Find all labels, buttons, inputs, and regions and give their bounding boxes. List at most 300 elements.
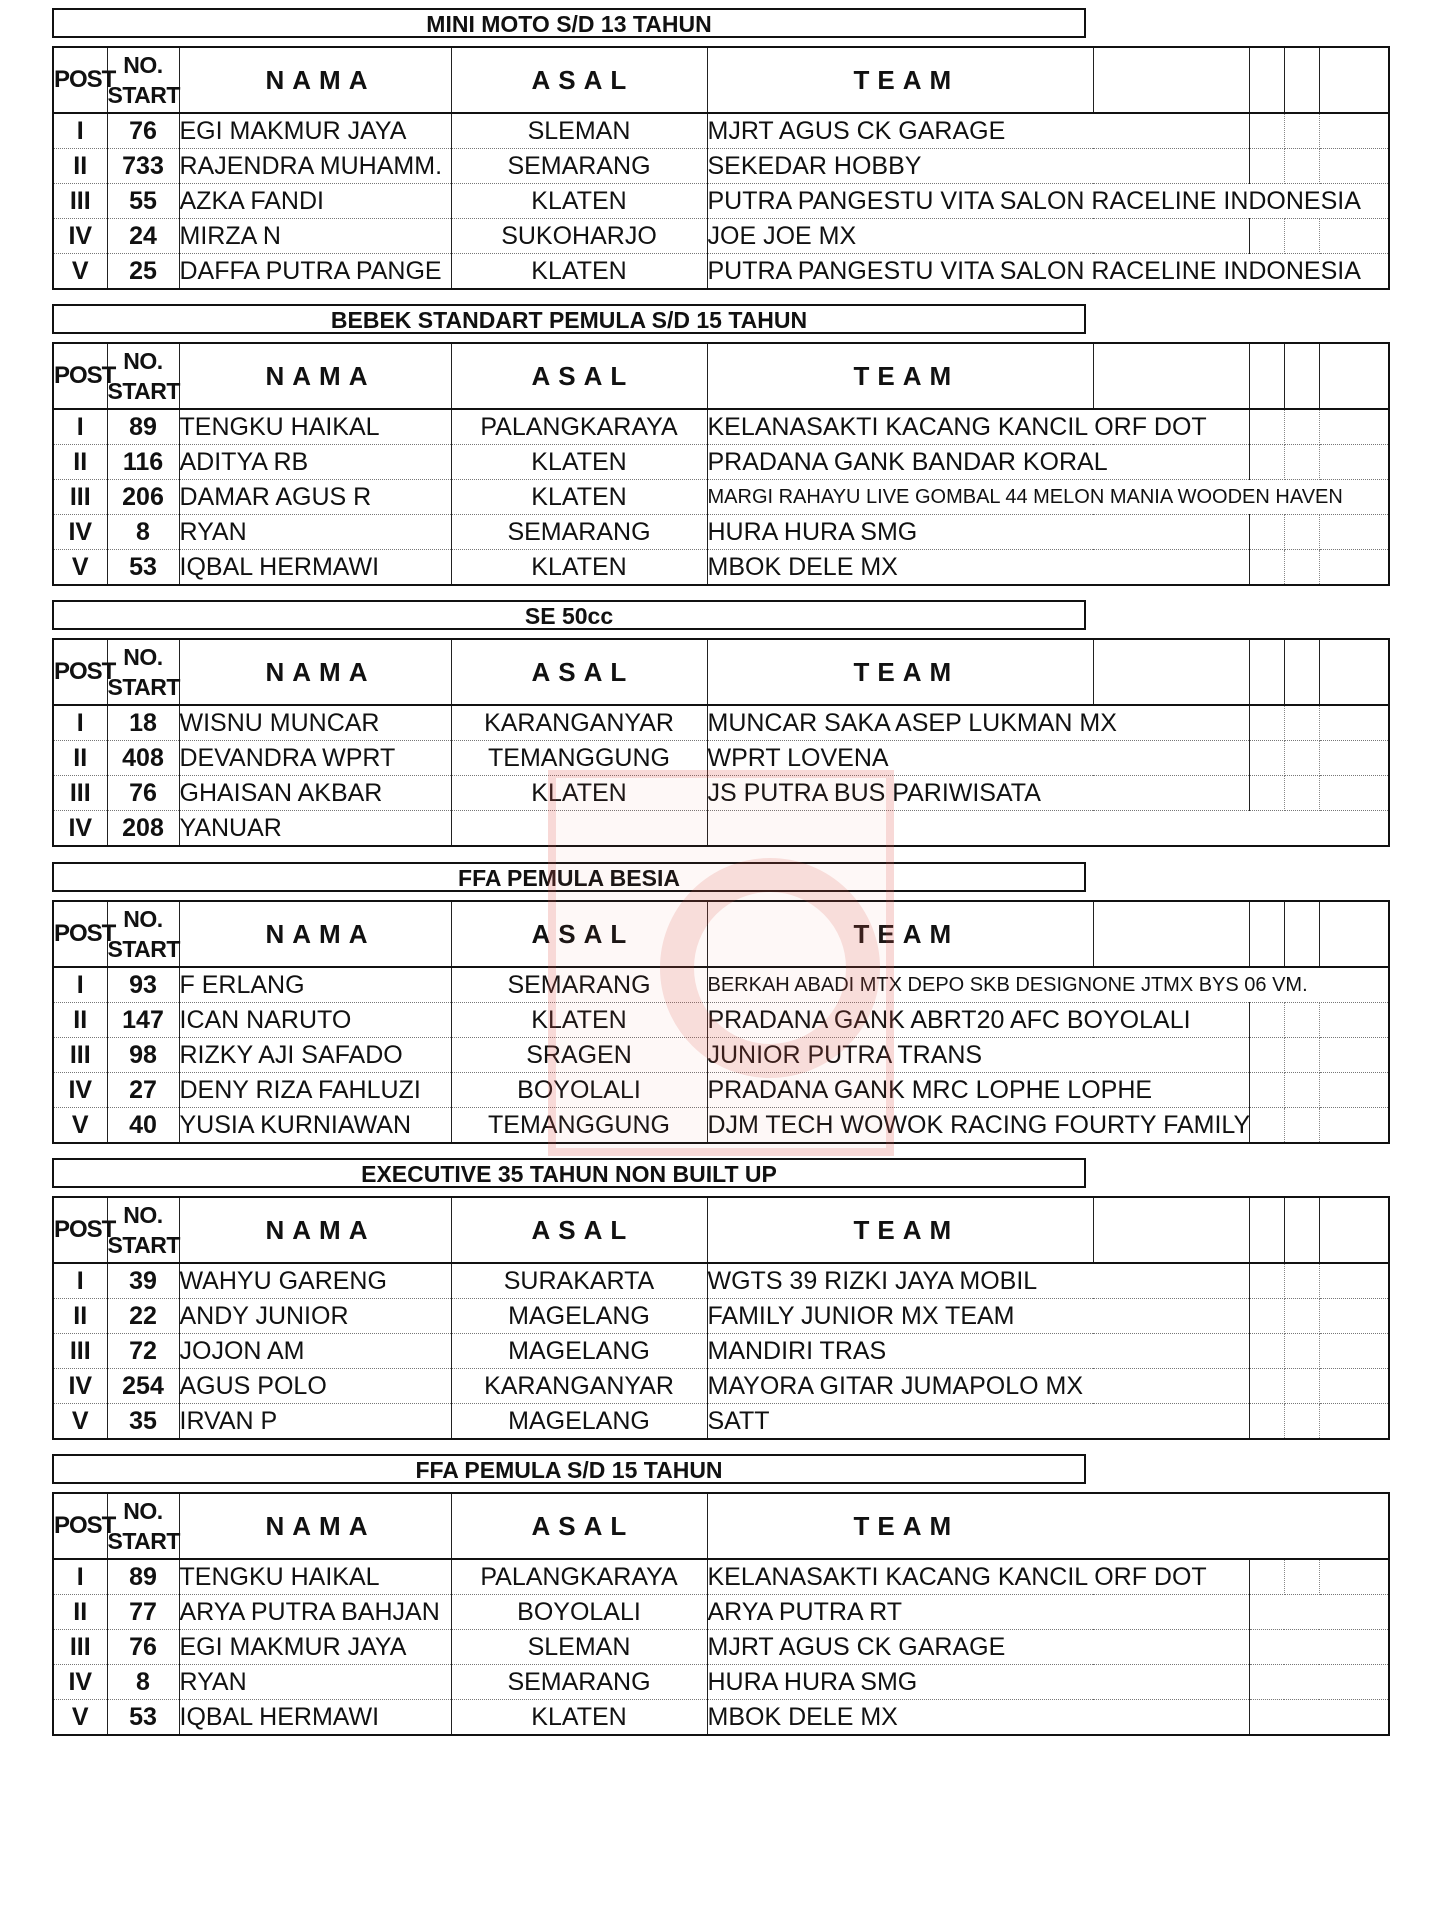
row-nama: ICAN NARUTO bbox=[179, 1003, 451, 1038]
class-title: MINI MOTO S/D 13 TAHUN bbox=[52, 8, 1086, 38]
header-asal: ASAL bbox=[451, 1197, 707, 1263]
row-no-start: 76 bbox=[107, 1630, 179, 1665]
row-nama: EGI MAKMUR JAYA bbox=[179, 1630, 451, 1665]
row-team: PUTRA PANGESTU VITA SALON RACELINE INDONESIA bbox=[707, 254, 1389, 290]
row-asal: PALANGKARAYA bbox=[451, 409, 707, 445]
header-no-line2: START bbox=[107, 82, 180, 108]
row-pos: IV bbox=[53, 1073, 107, 1108]
row-nama: RAJENDRA MUHAMM. bbox=[179, 149, 451, 184]
header-asal: ASAL bbox=[451, 47, 707, 113]
header-no-start bbox=[107, 1197, 179, 1263]
table-row bbox=[53, 741, 1389, 776]
row-no-start: 35 bbox=[107, 1404, 179, 1440]
row-empty bbox=[1284, 409, 1319, 445]
header-empty bbox=[1249, 901, 1284, 967]
row-nama: IQBAL HERMAWI bbox=[179, 1700, 451, 1736]
row-no-start: 147 bbox=[107, 1003, 179, 1038]
table-row bbox=[53, 1700, 1389, 1736]
row-team: MARGI RAHAYU LIVE GOMBAL 44 MELON MANIA WOODEN HAVEN bbox=[707, 480, 1389, 515]
table-row bbox=[53, 550, 1389, 586]
row-asal: BOYOLALI bbox=[451, 1595, 707, 1630]
row-asal: SUKOHARJO bbox=[451, 219, 707, 254]
row-no-start: 25 bbox=[107, 254, 179, 290]
table-row bbox=[53, 445, 1389, 480]
row-nama: RIZKY AJI SAFADO bbox=[179, 1038, 451, 1073]
row-nama: ADITYA RB bbox=[179, 445, 451, 480]
row-nama: ARYA PUTRA BAHJAN bbox=[179, 1595, 451, 1630]
row-empty bbox=[1249, 1630, 1389, 1665]
row-empty bbox=[1284, 1404, 1319, 1440]
header-no-start bbox=[107, 47, 179, 113]
row-empty bbox=[1284, 219, 1319, 254]
header-row bbox=[53, 47, 1389, 113]
header-no-start bbox=[107, 639, 179, 705]
row-empty bbox=[1249, 1595, 1389, 1630]
row-pos: I bbox=[53, 1559, 107, 1595]
row-asal: SEMARANG bbox=[451, 149, 707, 184]
row-empty bbox=[1249, 1700, 1389, 1736]
header-empty bbox=[1319, 1197, 1389, 1263]
header-row bbox=[53, 639, 1389, 705]
row-no-start: 72 bbox=[107, 1334, 179, 1369]
header-team: TEAM bbox=[707, 1197, 1093, 1263]
row-team: WGTS 39 RIZKI JAYA MOBIL bbox=[707, 1263, 1249, 1299]
row-asal: TEMANGGUNG bbox=[451, 741, 707, 776]
header-empty bbox=[1319, 47, 1389, 113]
row-nama: AGUS POLO bbox=[179, 1369, 451, 1404]
header-team: TEAM bbox=[707, 1493, 1389, 1559]
header-empty bbox=[1249, 1197, 1284, 1263]
table-row bbox=[53, 1299, 1389, 1334]
table-row bbox=[53, 1108, 1389, 1144]
row-empty bbox=[1249, 149, 1284, 184]
header-row bbox=[53, 343, 1389, 409]
row-pos: I bbox=[53, 409, 107, 445]
row-nama: WISNU MUNCAR bbox=[179, 705, 451, 741]
table-row bbox=[53, 1073, 1389, 1108]
row-no-start: 22 bbox=[107, 1299, 179, 1334]
row-no-start: 116 bbox=[107, 445, 179, 480]
row-pos: IV bbox=[53, 515, 107, 550]
row-nama: TENGKU HAIKAL bbox=[179, 409, 451, 445]
header-empty bbox=[1249, 639, 1284, 705]
row-empty bbox=[1249, 219, 1284, 254]
row-nama: MIRZA N bbox=[179, 219, 451, 254]
row-team: SATT bbox=[707, 1404, 1249, 1440]
row-team: HURA HURA SMG bbox=[707, 515, 1249, 550]
row-pos: V bbox=[53, 1700, 107, 1736]
row-empty bbox=[1284, 1108, 1319, 1144]
row-team: FAMILY JUNIOR MX TEAM bbox=[707, 1299, 1249, 1334]
row-no-start: 8 bbox=[107, 1665, 179, 1700]
row-no-start: 24 bbox=[107, 219, 179, 254]
table-row bbox=[53, 705, 1389, 741]
row-nama: IRVAN P bbox=[179, 1404, 451, 1440]
row-empty bbox=[1284, 1073, 1319, 1108]
row-team: ARYA PUTRA RT bbox=[707, 1595, 1249, 1630]
table-row bbox=[53, 811, 1389, 847]
results-table bbox=[52, 342, 1390, 586]
row-empty bbox=[1319, 1559, 1389, 1595]
header-no-start bbox=[107, 1493, 179, 1559]
row-team: PUTRA PANGESTU VITA SALON RACELINE INDONESIA bbox=[707, 184, 1389, 219]
header-row bbox=[53, 1493, 1389, 1559]
header-empty bbox=[1319, 901, 1389, 967]
row-asal: SLEMAN bbox=[451, 1630, 707, 1665]
row-empty bbox=[1284, 1299, 1319, 1334]
table-row bbox=[53, 515, 1389, 550]
row-asal: KLATEN bbox=[451, 445, 707, 480]
header-pos: POST bbox=[53, 47, 107, 113]
row-empty bbox=[1319, 776, 1389, 811]
header-no-line1: NO. bbox=[123, 348, 163, 374]
header-empty bbox=[1284, 47, 1319, 113]
row-empty bbox=[1249, 1073, 1284, 1108]
row-empty bbox=[1284, 776, 1319, 811]
header-no-line2: START bbox=[107, 1232, 180, 1258]
row-empty bbox=[1319, 1263, 1389, 1299]
header-no-line1: NO. bbox=[123, 644, 163, 670]
header-row bbox=[53, 1197, 1389, 1263]
row-asal: KLATEN bbox=[451, 480, 707, 515]
table-row bbox=[53, 1595, 1389, 1630]
row-empty bbox=[1319, 1073, 1389, 1108]
row-team bbox=[707, 811, 1389, 847]
row-empty bbox=[1284, 550, 1319, 586]
row-team: JUNIOR PUTRA TRANS bbox=[707, 1038, 1249, 1073]
header-asal: ASAL bbox=[451, 639, 707, 705]
row-pos: II bbox=[53, 445, 107, 480]
row-asal bbox=[451, 811, 707, 847]
row-empty bbox=[1284, 1369, 1319, 1404]
row-no-start: 53 bbox=[107, 1700, 179, 1736]
row-pos: I bbox=[53, 1263, 107, 1299]
table-row bbox=[53, 967, 1389, 1003]
row-asal: KLATEN bbox=[451, 184, 707, 219]
row-empty bbox=[1284, 741, 1319, 776]
row-empty bbox=[1249, 113, 1284, 149]
class-title: SE 50cc bbox=[52, 600, 1086, 630]
row-no-start: 93 bbox=[107, 967, 179, 1003]
row-no-start: 408 bbox=[107, 741, 179, 776]
row-empty bbox=[1249, 741, 1284, 776]
row-asal: SLEMAN bbox=[451, 113, 707, 149]
header-row bbox=[53, 901, 1389, 967]
results-table bbox=[52, 1196, 1390, 1440]
row-no-start: 208 bbox=[107, 811, 179, 847]
class-title: FFA PEMULA BESIA bbox=[52, 862, 1086, 892]
row-empty bbox=[1249, 1263, 1284, 1299]
row-pos: II bbox=[53, 1003, 107, 1038]
row-empty bbox=[1249, 445, 1284, 480]
table-row bbox=[53, 1630, 1389, 1665]
row-empty bbox=[1319, 1108, 1389, 1144]
row-asal: PALANGKARAYA bbox=[451, 1559, 707, 1595]
header-no-line1: NO. bbox=[123, 1498, 163, 1524]
row-empty bbox=[1249, 1038, 1284, 1073]
row-no-start: 89 bbox=[107, 1559, 179, 1595]
row-pos: II bbox=[53, 741, 107, 776]
row-no-start: 27 bbox=[107, 1073, 179, 1108]
row-nama: ANDY JUNIOR bbox=[179, 1299, 451, 1334]
row-no-start: 77 bbox=[107, 1595, 179, 1630]
header-no-line1: NO. bbox=[123, 906, 163, 932]
header-pos: POST bbox=[53, 343, 107, 409]
row-team: HURA HURA SMG bbox=[707, 1665, 1249, 1700]
table-row bbox=[53, 1038, 1389, 1073]
header-team: TEAM bbox=[707, 639, 1093, 705]
row-team: MBOK DELE MX bbox=[707, 1700, 1249, 1736]
row-pos: III bbox=[53, 1038, 107, 1073]
row-asal: TEMANGGUNG bbox=[451, 1108, 707, 1144]
row-nama: TENGKU HAIKAL bbox=[179, 1559, 451, 1595]
class-title: BEBEK STANDART PEMULA S/D 15 TAHUN bbox=[52, 304, 1086, 334]
row-nama: RYAN bbox=[179, 515, 451, 550]
header-empty bbox=[1284, 901, 1319, 967]
row-empty bbox=[1319, 1299, 1389, 1334]
table-row bbox=[53, 1369, 1389, 1404]
row-empty bbox=[1284, 113, 1319, 149]
row-nama: JOJON AM bbox=[179, 1334, 451, 1369]
row-no-start: 40 bbox=[107, 1108, 179, 1144]
row-empty bbox=[1284, 515, 1319, 550]
table-row bbox=[53, 149, 1389, 184]
header-nama: NAMA bbox=[179, 1493, 451, 1559]
row-team: SEKEDAR HOBBY bbox=[707, 149, 1249, 184]
row-asal: SURAKARTA bbox=[451, 1263, 707, 1299]
row-empty bbox=[1319, 1038, 1389, 1073]
row-empty bbox=[1249, 409, 1284, 445]
header-empty bbox=[1249, 47, 1284, 113]
table-row bbox=[53, 1263, 1389, 1299]
row-empty bbox=[1284, 1334, 1319, 1369]
header-nama: NAMA bbox=[179, 1197, 451, 1263]
row-asal: MAGELANG bbox=[451, 1404, 707, 1440]
row-empty bbox=[1319, 515, 1389, 550]
row-empty bbox=[1319, 1003, 1389, 1038]
row-no-start: 53 bbox=[107, 550, 179, 586]
row-empty bbox=[1249, 1003, 1284, 1038]
header-pos: POST bbox=[53, 1493, 107, 1559]
row-team: MBOK DELE MX bbox=[707, 550, 1249, 586]
row-empty bbox=[1249, 1404, 1284, 1440]
row-pos: IV bbox=[53, 1369, 107, 1404]
header-asal: ASAL bbox=[451, 1493, 707, 1559]
row-nama: YANUAR bbox=[179, 811, 451, 847]
header-empty bbox=[1319, 639, 1389, 705]
header-empty bbox=[1093, 47, 1249, 113]
class-title: FFA PEMULA S/D 15 TAHUN bbox=[52, 1454, 1086, 1484]
header-pos: POST bbox=[53, 901, 107, 967]
results-table bbox=[52, 1492, 1390, 1736]
row-pos: I bbox=[53, 113, 107, 149]
header-empty bbox=[1093, 343, 1249, 409]
table-row bbox=[53, 1665, 1389, 1700]
row-empty bbox=[1319, 741, 1389, 776]
table-row bbox=[53, 219, 1389, 254]
header-empty bbox=[1093, 639, 1249, 705]
row-empty bbox=[1284, 445, 1319, 480]
table-row bbox=[53, 184, 1389, 219]
row-pos: III bbox=[53, 776, 107, 811]
row-asal: MAGELANG bbox=[451, 1299, 707, 1334]
row-pos: IV bbox=[53, 219, 107, 254]
header-team: TEAM bbox=[707, 901, 1093, 967]
row-team: JOE JOE MX bbox=[707, 219, 1249, 254]
row-asal: BOYOLALI bbox=[451, 1073, 707, 1108]
header-empty bbox=[1093, 1197, 1249, 1263]
row-pos: III bbox=[53, 480, 107, 515]
header-asal: ASAL bbox=[451, 901, 707, 967]
row-empty bbox=[1249, 515, 1284, 550]
row-asal: SEMARANG bbox=[451, 1665, 707, 1700]
header-no-start bbox=[107, 343, 179, 409]
header-no-line2: START bbox=[107, 936, 180, 962]
results-table bbox=[52, 638, 1390, 847]
header-no-line2: START bbox=[107, 1528, 180, 1554]
row-team: MJRT AGUS CK GARAGE bbox=[707, 1630, 1249, 1665]
row-no-start: 8 bbox=[107, 515, 179, 550]
row-team: PRADANA GANK ABRT20 AFC BOYOLALI bbox=[707, 1003, 1249, 1038]
row-pos: V bbox=[53, 550, 107, 586]
table-row bbox=[53, 1334, 1389, 1369]
table-row bbox=[53, 113, 1389, 149]
row-no-start: 206 bbox=[107, 480, 179, 515]
row-nama: DENY RIZA FAHLUZI bbox=[179, 1073, 451, 1108]
row-empty bbox=[1249, 776, 1284, 811]
table-row bbox=[53, 1404, 1389, 1440]
row-asal: KARANGANYAR bbox=[451, 705, 707, 741]
header-nama: NAMA bbox=[179, 639, 451, 705]
row-empty bbox=[1319, 149, 1389, 184]
row-asal: SRAGEN bbox=[451, 1038, 707, 1073]
header-no-line1: NO. bbox=[123, 52, 163, 78]
row-asal: KLATEN bbox=[451, 550, 707, 586]
row-empty bbox=[1319, 1369, 1389, 1404]
row-empty bbox=[1249, 1665, 1389, 1700]
header-empty bbox=[1319, 343, 1389, 409]
header-nama: NAMA bbox=[179, 343, 451, 409]
row-nama: YUSIA KURNIAWAN bbox=[179, 1108, 451, 1144]
header-asal: ASAL bbox=[451, 343, 707, 409]
row-nama: AZKA FANDI bbox=[179, 184, 451, 219]
row-pos: IV bbox=[53, 811, 107, 847]
row-team: MJRT AGUS CK GARAGE bbox=[707, 113, 1249, 149]
class-title: EXECUTIVE 35 TAHUN NON BUILT UP bbox=[52, 1158, 1086, 1188]
header-team: TEAM bbox=[707, 343, 1093, 409]
row-pos: III bbox=[53, 184, 107, 219]
row-asal: KLATEN bbox=[451, 1003, 707, 1038]
row-no-start: 98 bbox=[107, 1038, 179, 1073]
header-no-start bbox=[107, 901, 179, 967]
table-row bbox=[53, 480, 1389, 515]
row-empty bbox=[1249, 1108, 1284, 1144]
table-row bbox=[53, 1003, 1389, 1038]
header-no-line2: START bbox=[107, 378, 180, 404]
row-nama: RYAN bbox=[179, 1665, 451, 1700]
row-nama: GHAISAN AKBAR bbox=[179, 776, 451, 811]
row-no-start: 733 bbox=[107, 149, 179, 184]
row-team: KELANASAKTI KACANG KANCIL ORF DOT bbox=[707, 1559, 1249, 1595]
row-empty bbox=[1319, 219, 1389, 254]
row-pos: III bbox=[53, 1334, 107, 1369]
row-team: WPRT LOVENA bbox=[707, 741, 1249, 776]
row-empty bbox=[1249, 1369, 1284, 1404]
row-asal: KLATEN bbox=[451, 776, 707, 811]
row-empty bbox=[1249, 1299, 1284, 1334]
row-no-start: 76 bbox=[107, 776, 179, 811]
row-empty bbox=[1319, 113, 1389, 149]
row-empty bbox=[1319, 1334, 1389, 1369]
row-team: PRADANA GANK MRC LOPHE LOPHE bbox=[707, 1073, 1249, 1108]
row-nama: DAMAR AGUS R bbox=[179, 480, 451, 515]
header-no-line1: NO. bbox=[123, 1202, 163, 1228]
header-no-line2: START bbox=[107, 674, 180, 700]
header-pos: POST bbox=[53, 639, 107, 705]
table-row bbox=[53, 409, 1389, 445]
row-pos: III bbox=[53, 1630, 107, 1665]
row-asal: SEMARANG bbox=[451, 515, 707, 550]
table-row bbox=[53, 776, 1389, 811]
row-team: BERKAH ABADI MTX DEPO SKB DESIGNONE JTMX BYS 06 VM. bbox=[707, 967, 1389, 1003]
table-row bbox=[53, 254, 1389, 290]
row-nama: WAHYU GARENG bbox=[179, 1263, 451, 1299]
results-table bbox=[52, 900, 1390, 1144]
row-empty bbox=[1284, 1038, 1319, 1073]
row-team: KELANASAKTI KACANG KANCIL ORF DOT bbox=[707, 409, 1249, 445]
row-no-start: 39 bbox=[107, 1263, 179, 1299]
row-empty bbox=[1249, 1334, 1284, 1369]
row-asal: SEMARANG bbox=[451, 967, 707, 1003]
row-asal: KARANGANYAR bbox=[451, 1369, 707, 1404]
results-table bbox=[52, 46, 1390, 290]
row-empty bbox=[1284, 149, 1319, 184]
row-pos: IV bbox=[53, 1665, 107, 1700]
row-pos: I bbox=[53, 967, 107, 1003]
header-empty bbox=[1284, 1197, 1319, 1263]
row-team: DJM TECH WOWOK RACING FOURTY FAMILY bbox=[707, 1108, 1249, 1144]
row-no-start: 18 bbox=[107, 705, 179, 741]
header-nama: NAMA bbox=[179, 901, 451, 967]
row-nama: IQBAL HERMAWI bbox=[179, 550, 451, 586]
row-team: MUNCAR SAKA ASEP LUKMAN MX bbox=[707, 705, 1249, 741]
row-no-start: 89 bbox=[107, 409, 179, 445]
row-empty bbox=[1249, 705, 1284, 741]
header-team: TEAM bbox=[707, 47, 1093, 113]
row-pos: V bbox=[53, 1108, 107, 1144]
row-empty bbox=[1319, 1404, 1389, 1440]
row-empty bbox=[1284, 1003, 1319, 1038]
row-pos: V bbox=[53, 1404, 107, 1440]
row-empty bbox=[1284, 1263, 1319, 1299]
row-empty bbox=[1249, 550, 1284, 586]
row-nama: DAFFA PUTRA PANGE bbox=[179, 254, 451, 290]
row-pos: II bbox=[53, 149, 107, 184]
row-pos: V bbox=[53, 254, 107, 290]
row-empty bbox=[1284, 1559, 1319, 1595]
header-pos: POST bbox=[53, 1197, 107, 1263]
row-pos: II bbox=[53, 1595, 107, 1630]
header-empty bbox=[1093, 901, 1249, 967]
header-empty bbox=[1284, 639, 1319, 705]
row-empty bbox=[1319, 550, 1389, 586]
row-no-start: 76 bbox=[107, 113, 179, 149]
row-asal: KLATEN bbox=[451, 1700, 707, 1736]
row-team: MAYORA GITAR JUMAPOLO MX bbox=[707, 1369, 1249, 1404]
row-empty bbox=[1319, 409, 1389, 445]
header-nama: NAMA bbox=[179, 47, 451, 113]
row-nama: EGI MAKMUR JAYA bbox=[179, 113, 451, 149]
